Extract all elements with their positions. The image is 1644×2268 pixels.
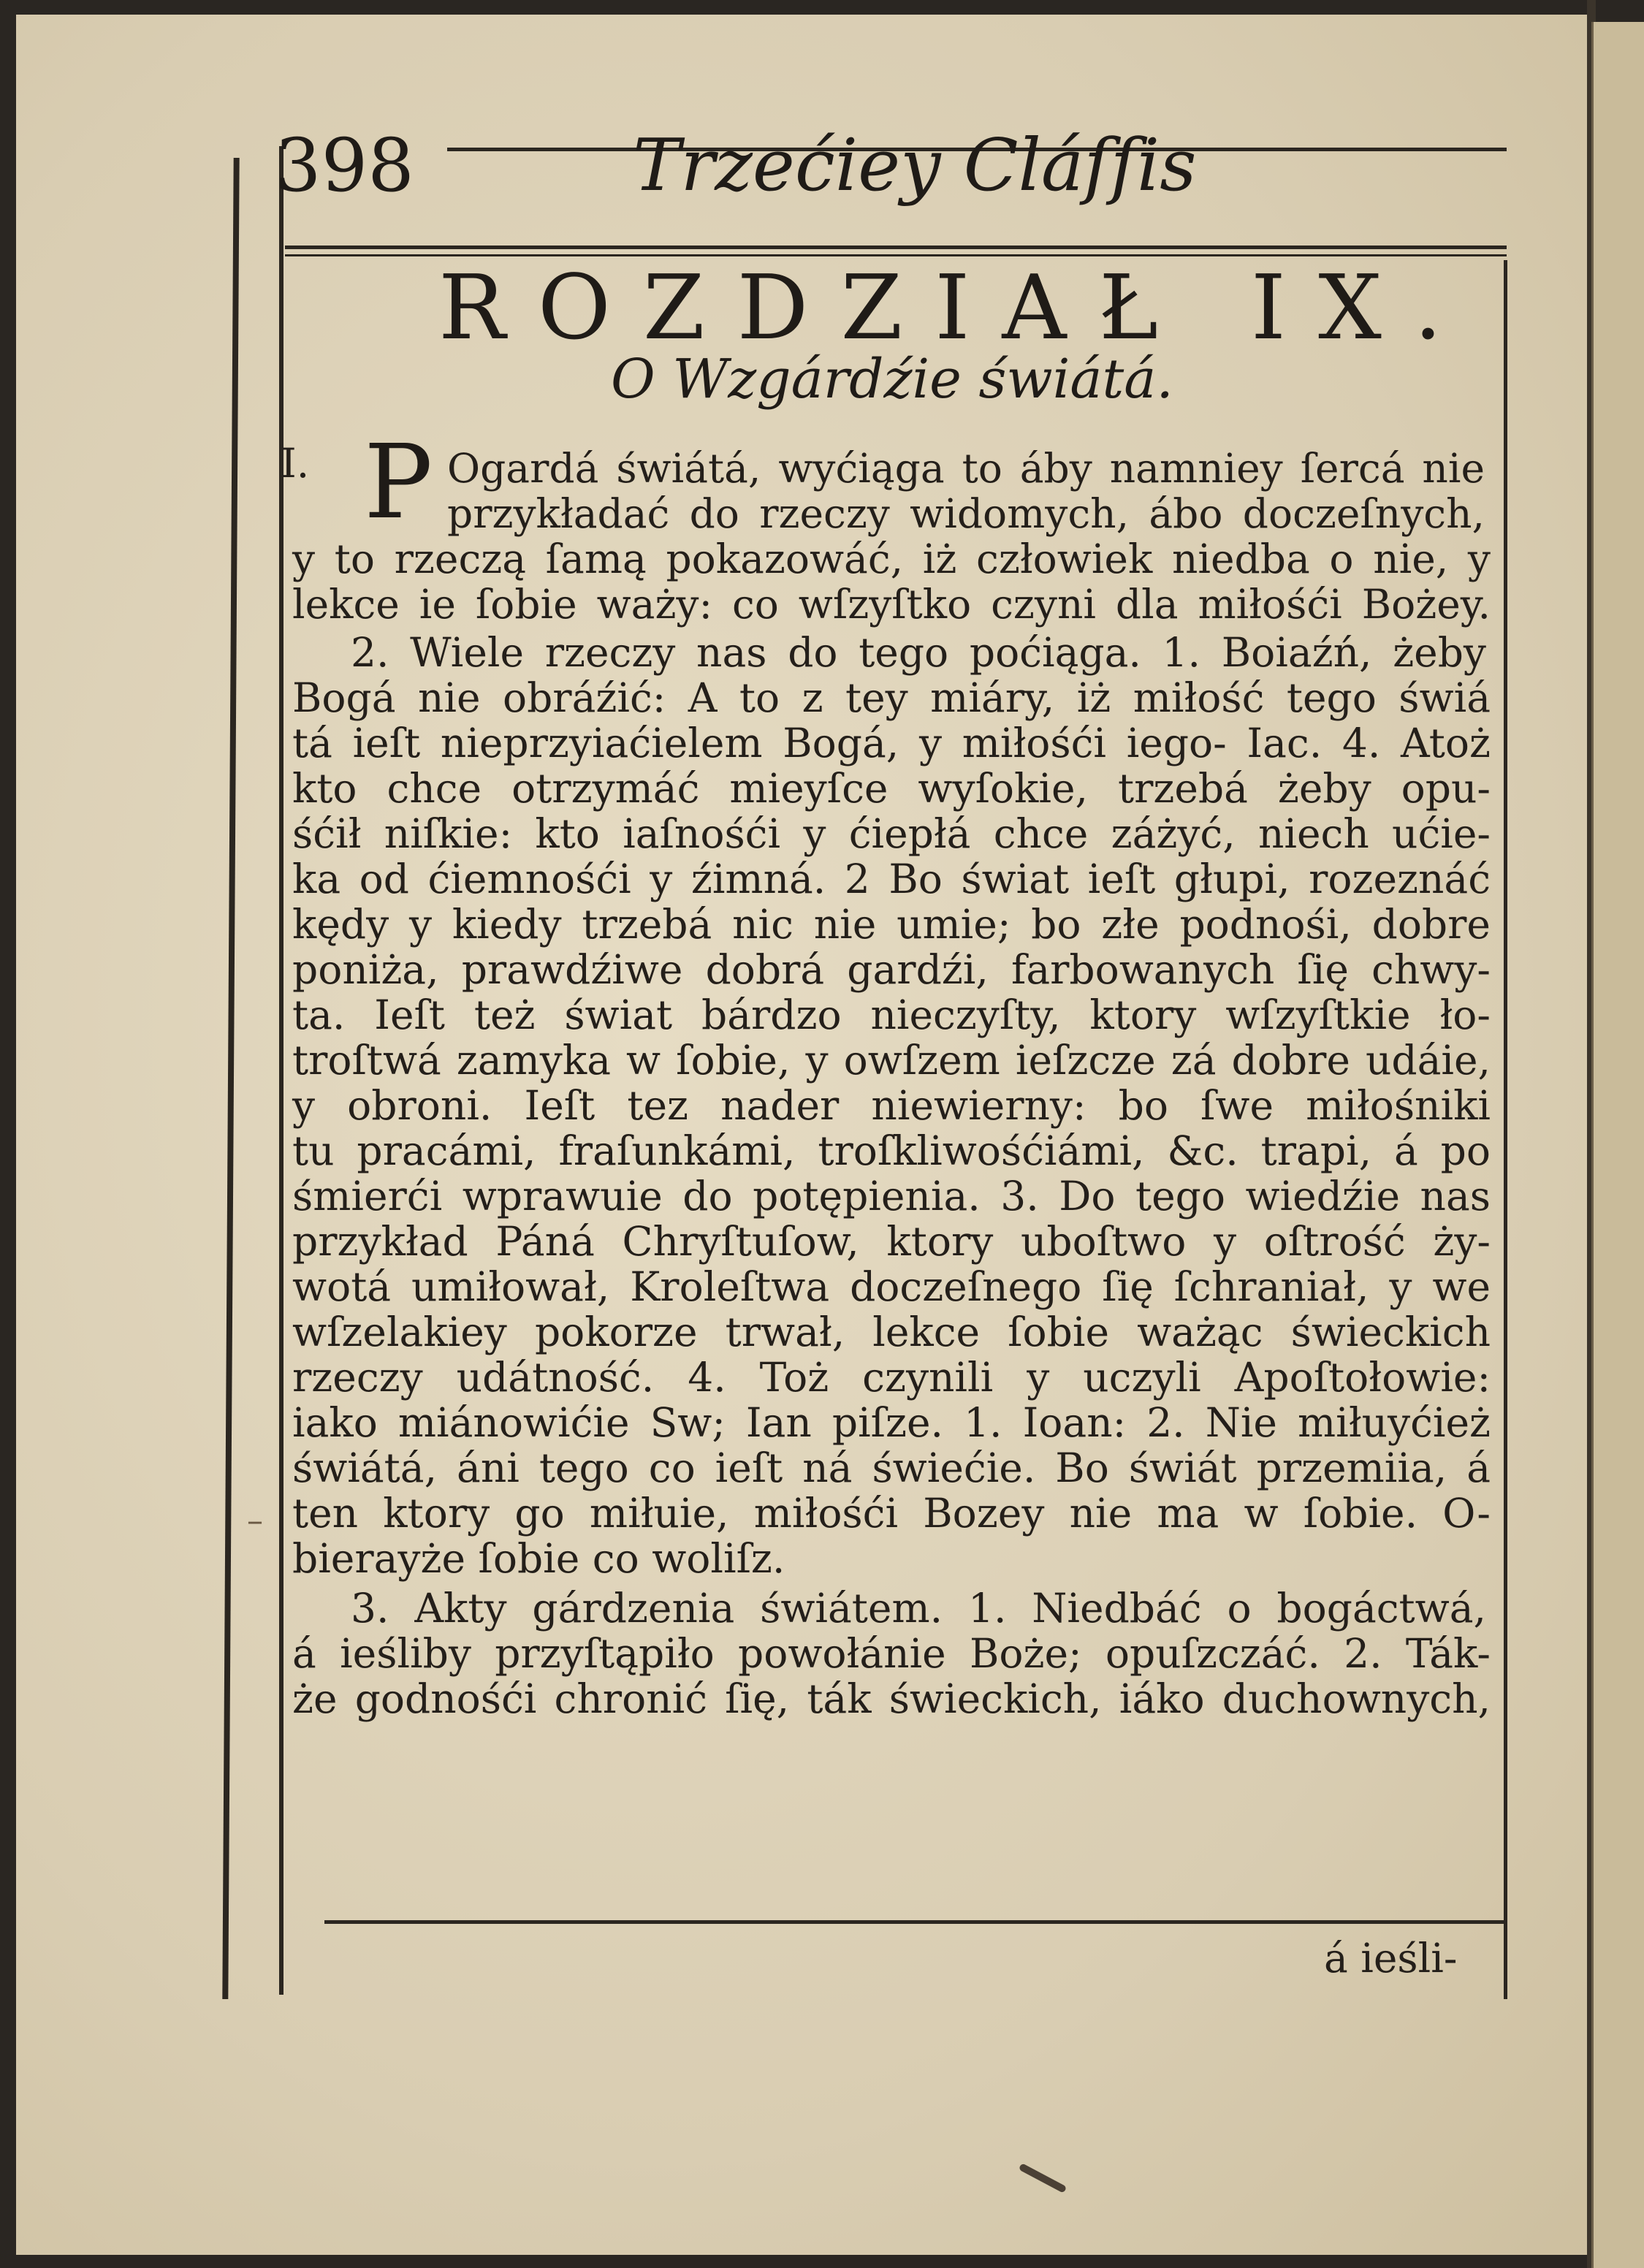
text-line: świátá, áni tego co ieſt ná świećie. Bo świát przemiia, á xyxy=(292,1445,1491,1491)
text-line: á ieśliby przyſtąpiło powołánie Boże; opuſzczáć. 2. Ták- xyxy=(292,1630,1491,1677)
footer-rule xyxy=(324,1920,1505,1924)
right-border xyxy=(1504,260,1507,1999)
text-line: troſtwá zamyka w ſobie, y owſzem ieſzcze zá dobre udáie, xyxy=(292,1037,1491,1084)
text-line: śmierći wprawuie do potępienia. 3. Do tego wiedźie nas xyxy=(292,1173,1491,1219)
text-line: y obroni. Ieſt tez nader niewierny: bo ſwe miłośniki xyxy=(292,1082,1491,1129)
text-line: tá ieſt nieprzyiaćielem Bogá, y miłośći iego- Iac. 4. Atoż xyxy=(292,720,1491,766)
text-line: Bogá nie obráźić: A to z tey miáry, iż miłość tego świá xyxy=(292,674,1491,721)
text-line: że godnośći chronić ſię, ták świeckich, iáko duchownych, xyxy=(292,1675,1491,1722)
text-line: wotá umiłował, Kroleſtwa doczeſnego ſię ſchraniał, y we xyxy=(292,1263,1491,1310)
next-page-edge xyxy=(1591,22,1644,2268)
text-line: lekce ie ſobie waży: co wſzyſtko czyni dla miłośći Bożey. xyxy=(292,581,1491,628)
text-line: ten ktory go miłuie, miłośći Bozey nie ma w ſobie. O- xyxy=(292,1490,1491,1537)
text-line: Ogardá świátá, wyćiąga to áby namniey ſercá nie xyxy=(447,445,1485,492)
text-line: y to rzeczą ſamą pokazowáć, iż człowiek niedba o nie, y xyxy=(292,536,1491,582)
left-outer-border xyxy=(222,158,239,1999)
text-line: iako miánowićie Sw; Ian piſze. 1. Ioan: 2. Nie miłuyćież xyxy=(292,1399,1491,1446)
text-line: 3. Akty gárdzenia świátem. 1. Niedbáć o bogáctwá, xyxy=(351,1585,1486,1632)
chapter-subtitle: O Wzgárdźie świátá. xyxy=(611,348,1173,411)
chapter-heading: ROZDZIAŁ IX. xyxy=(438,256,1474,359)
running-title: Trzećiey Cláſſis xyxy=(633,124,1197,208)
left-inner-border xyxy=(279,146,283,1995)
paragraph-number: I. xyxy=(281,440,310,487)
text-line: 2. Wiele rzeczy nas do tego poćiąga. 1. Boiaźń, żeby xyxy=(351,629,1486,676)
text-line: ta. Ieſt też świat bárdzo nieczyſty, ktory wſzyſtkie ło- xyxy=(292,992,1491,1038)
text-line: bierayże ſobie co woliſz. xyxy=(292,1535,785,1582)
header-bottom-rule xyxy=(285,246,1507,249)
text-line: ka od ćiemnośći y źimná. 2 Bo świat ieſt głupi, rozeznáć xyxy=(292,856,1491,902)
running-header xyxy=(275,123,1502,225)
text-line: śćił niſkie: kto iaſnośći y ćiepłá chce záżyć, niech ućie- xyxy=(292,810,1491,857)
page-number: 398 xyxy=(275,123,414,208)
catchword: á ieśli- xyxy=(1324,1935,1458,1982)
text-line: rzeczy udátność. 4. Toż czynili y uczyli Apoſtołowie: xyxy=(292,1354,1491,1401)
text-line: poniża, prawdźiwe dobrá gardźi, farbowanych ſię chwy- xyxy=(292,946,1491,993)
text-line: kędy y kiedy trzebá nic nie umie; bo złe podnośi, dobre xyxy=(292,901,1491,948)
text-line: kto chce otrzymáć mieyſce wyſokie, trzebá żeby opu- xyxy=(292,765,1491,812)
text-line: przykładać do rzeczy widomych, ábo doczeſnych, xyxy=(447,490,1485,537)
text-line: przykład Páná Chryſtuſow, ktory uboſtwo y oſtrość ży- xyxy=(292,1218,1491,1265)
drop-cap: P xyxy=(364,423,433,542)
text-line: tu pracámi, fraſunkámi, troſkliwośćiámi, &c. trapi, á po xyxy=(292,1127,1491,1174)
text-line: wſzelakiey pokorze trwał, lekce ſobie ważąc świeckich xyxy=(292,1309,1491,1355)
margin-mark: – xyxy=(247,1502,263,1540)
